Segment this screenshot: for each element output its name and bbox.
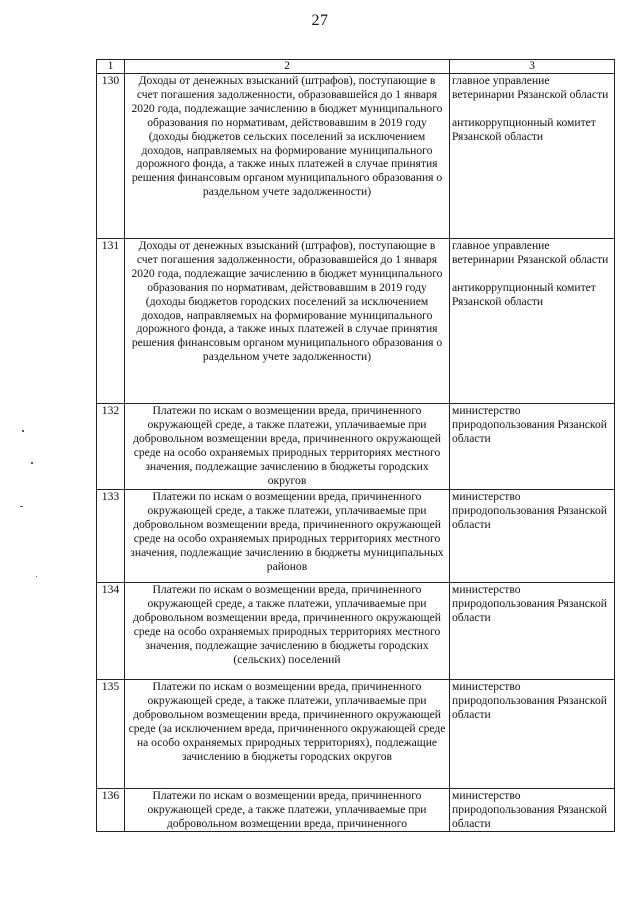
agency-name: антикоррупционный комитет Рязанской области — [452, 115, 596, 143]
row-number: 136 — [97, 789, 125, 832]
agency-name: министерство природопользования Рязанской области — [452, 789, 607, 830]
table-row — [97, 789, 615, 832]
agency-name: министерство природопользования Рязанской области — [452, 583, 607, 624]
column-header-description: 2 — [125, 60, 450, 74]
table-row — [97, 239, 615, 404]
agency-name: министерство природопользования Рязанской области — [452, 680, 607, 721]
table-header-row — [97, 60, 615, 74]
row-agencies — [450, 490, 615, 583]
agency-name: министерство природопользования Рязанской области — [452, 490, 607, 531]
table-row — [97, 583, 615, 680]
row-description: Платежи по искам о возмещении вреда, причиненного окружающей среде, а также платежи, уплачиваемые при добровольном возмещении вреда, причиненного — [125, 789, 450, 832]
row-description: Платежи по искам о возмещении вреда, причиненного окружающей среде, а также платежи, уплачиваемые при добровольном возмещении вреда, причиненного окружающей среде на особо охраняемых природных территориях местного значения, подлежащие зачислению в бюджеты муниципальных районов — [125, 490, 450, 583]
scan-speck — [36, 576, 37, 577]
agency-name: министерство природопользования Рязанской области — [452, 404, 607, 445]
budget-revenue-table — [96, 59, 615, 832]
row-agencies — [450, 680, 615, 789]
row-agencies — [450, 789, 615, 832]
table-row — [97, 490, 615, 583]
row-description: Доходы от денежных взысканий (штрафов), поступающие в счет погашения задолженности, образовавшейся до 1 января 2020 года, подлежащие зачислению в бюджет муниципального образования по нормативам, действовавшим в 2019 году (доходы бюджетов городских поселений за исключением доходов, направляемых на формирование муниципального дорожного фонда, а также иных платежей в случае принятия решения финансовым органом муниципального образования о раздельном учете задолженности) — [125, 239, 450, 404]
row-description: Платежи по искам о возмещении вреда, причиненного окружающей среде, а также платежи, уплачиваемые при добровольном возмещении вреда, причиненного окружающей среде (за исключением вреда, причиненного окружающей среде на особо охраняемых природных территориях), подлежащие зачислению в бюджеты городских округов — [125, 680, 450, 789]
scan-speck — [22, 430, 24, 432]
row-number: 130 — [97, 74, 125, 239]
row-agencies — [450, 583, 615, 680]
table-row — [97, 74, 615, 239]
row-number: 132 — [97, 404, 125, 490]
agency-name: главное управление ветеринарии Рязанской области — [452, 239, 609, 266]
row-number: 135 — [97, 680, 125, 789]
scan-speck — [20, 506, 23, 507]
table-row — [97, 680, 615, 789]
row-number: 131 — [97, 239, 125, 404]
row-number: 133 — [97, 490, 125, 583]
column-header-number: 1 — [97, 60, 125, 74]
column-header-agency: 3 — [450, 60, 615, 74]
row-description: Доходы от денежных взысканий (штрафов), поступающие в счет погашения задолженности, образовавшейся до 1 января 2020 года, подлежащие зачислению в бюджет муниципального образования по нормативам, действовавшим в 2019 году (доходы бюджетов сельских поселений за исключением доходов, направляемых на формирование муниципального дорожного фонда, а также иных платежей в случае принятия решения финансовым органом муниципального образования о раздельном учете задолженности) — [125, 74, 450, 239]
row-description: Платежи по искам о возмещении вреда, причиненного окружающей среде, а также платежи, уплачиваемые при добровольном возмещении вреда, причиненного окружающей среде на особо охраняемых природных территориях местного значения, подлежащие зачислению в бюджеты городских округов — [125, 404, 450, 490]
row-description: Платежи по искам о возмещении вреда, причиненного окружающей среде, а также платежи, уплачиваемые при добровольном возмещении вреда, причиненного окружающей среде на особо охраняемых природных территориях местного значения, подлежащие зачислению в бюджеты городских (сельских) поселений — [125, 583, 450, 680]
agency-name: главное управление ветеринарии Рязанской области — [452, 74, 609, 101]
page-number: 27 — [311, 12, 329, 29]
row-agencies — [450, 404, 615, 490]
row-number: 134 — [97, 583, 125, 680]
row-agencies — [450, 239, 615, 404]
scan-speck — [31, 462, 33, 464]
agency-name: антикоррупционный комитет Рязанской области — [452, 280, 596, 308]
table-row — [97, 404, 615, 490]
row-agencies — [450, 74, 615, 239]
